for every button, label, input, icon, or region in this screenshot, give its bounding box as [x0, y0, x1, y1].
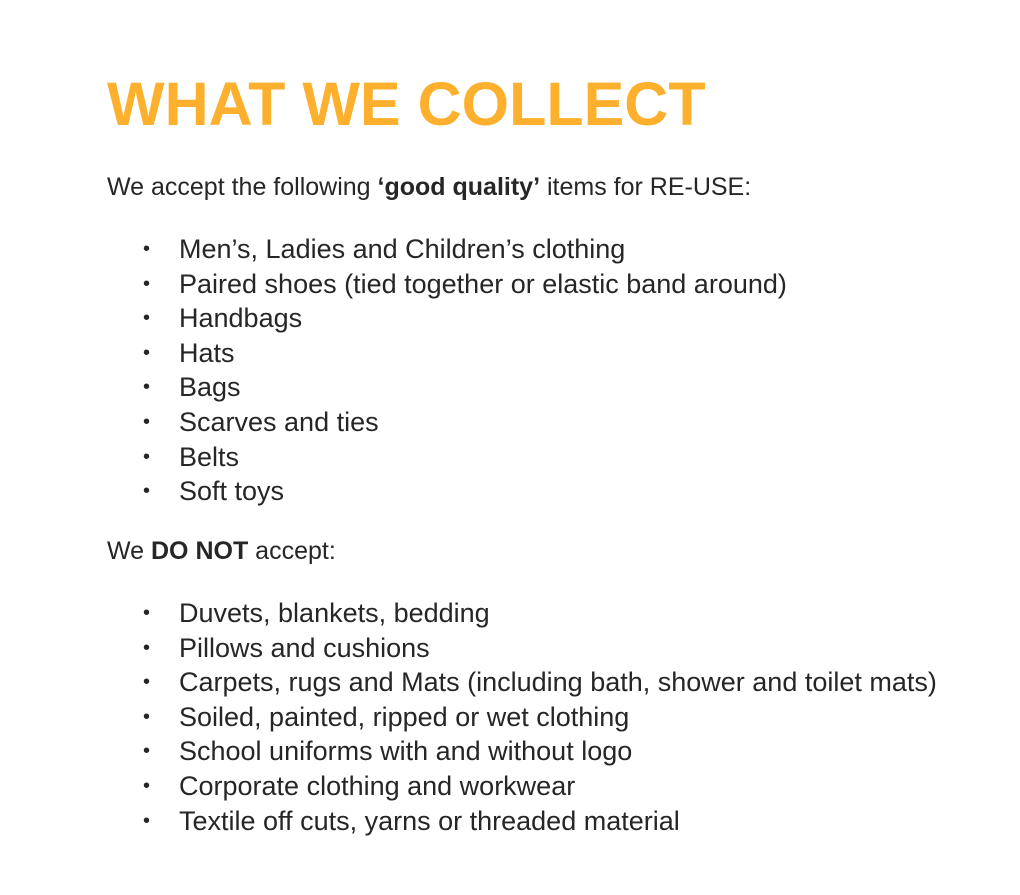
list-item-text: Duvets, blankets, bedding	[179, 598, 490, 628]
bullet-icon: •	[143, 272, 151, 295]
bullet-icon: •	[143, 774, 151, 797]
reject-intro-prefix: We	[107, 537, 151, 565]
accept-intro-prefix: We accept the following	[107, 173, 378, 201]
list-item	[107, 370, 967, 405]
list-item	[107, 440, 967, 475]
list-item-text: Textile off cuts, yarns or threaded material	[179, 805, 680, 836]
list-item-text: Paired shoes (tied together or elastic band around)	[179, 268, 787, 299]
list-item	[107, 631, 967, 666]
list-item-text: Men’s, Ladies and Children’s clothing	[179, 234, 626, 264]
reject-intro-suffix: accept:	[248, 537, 336, 565]
bullet-icon: •	[143, 410, 151, 433]
bullet-icon: •	[143, 809, 151, 832]
list-item-text: Soft toys	[179, 476, 285, 507]
bullet-icon: •	[143, 238, 151, 260]
list-item-text: Corporate clothing and workwear	[179, 770, 576, 801]
bullet-icon: •	[143, 636, 151, 659]
list-item-text: School uniforms with and without logo	[179, 736, 633, 767]
bullet-icon: •	[143, 740, 151, 763]
list-item	[107, 804, 967, 839]
bullet-icon: •	[143, 671, 151, 694]
list-item-text: Pillows and cushions	[179, 632, 430, 663]
rejected-items-list	[107, 596, 967, 838]
list-item-text: Belts	[179, 441, 240, 472]
bullet-icon: •	[143, 705, 151, 728]
list-item	[107, 665, 967, 700]
accept-intro-suffix: items for RE-USE:	[540, 173, 752, 201]
list-item-text: Handbags	[179, 303, 303, 334]
reject-intro	[107, 535, 336, 567]
reject-intro-emphasis: DO NOT	[151, 537, 249, 565]
list-item-text: Soiled, painted, ripped or wet clothing	[179, 701, 630, 732]
bullet-icon: •	[143, 480, 151, 503]
list-item-text: Hats	[179, 337, 235, 368]
list-item	[107, 336, 967, 371]
accept-intro-emphasis: ‘good quality’	[377, 173, 541, 201]
list-item	[107, 405, 967, 440]
list-item	[107, 734, 967, 769]
list-item-text: Carpets, rugs and Mats (including bath, shower and toilet mats)	[179, 667, 937, 698]
accepted-items-list	[107, 232, 967, 509]
list-item	[107, 596, 967, 631]
list-item	[107, 232, 967, 267]
bullet-icon: •	[143, 602, 151, 624]
list-item-text: Scarves and ties	[179, 406, 379, 437]
bullet-icon: •	[143, 376, 151, 399]
page-title: WHAT WE COLLECT	[107, 70, 706, 138]
bullet-icon: •	[143, 445, 151, 468]
list-item-text: Bags	[179, 372, 241, 403]
bullet-icon: •	[143, 341, 151, 364]
list-item	[107, 267, 967, 302]
list-item	[107, 769, 967, 804]
list-item	[107, 474, 967, 509]
list-item	[107, 700, 967, 735]
list-item	[107, 301, 967, 336]
bullet-icon: •	[143, 307, 151, 330]
accept-intro	[107, 171, 751, 203]
